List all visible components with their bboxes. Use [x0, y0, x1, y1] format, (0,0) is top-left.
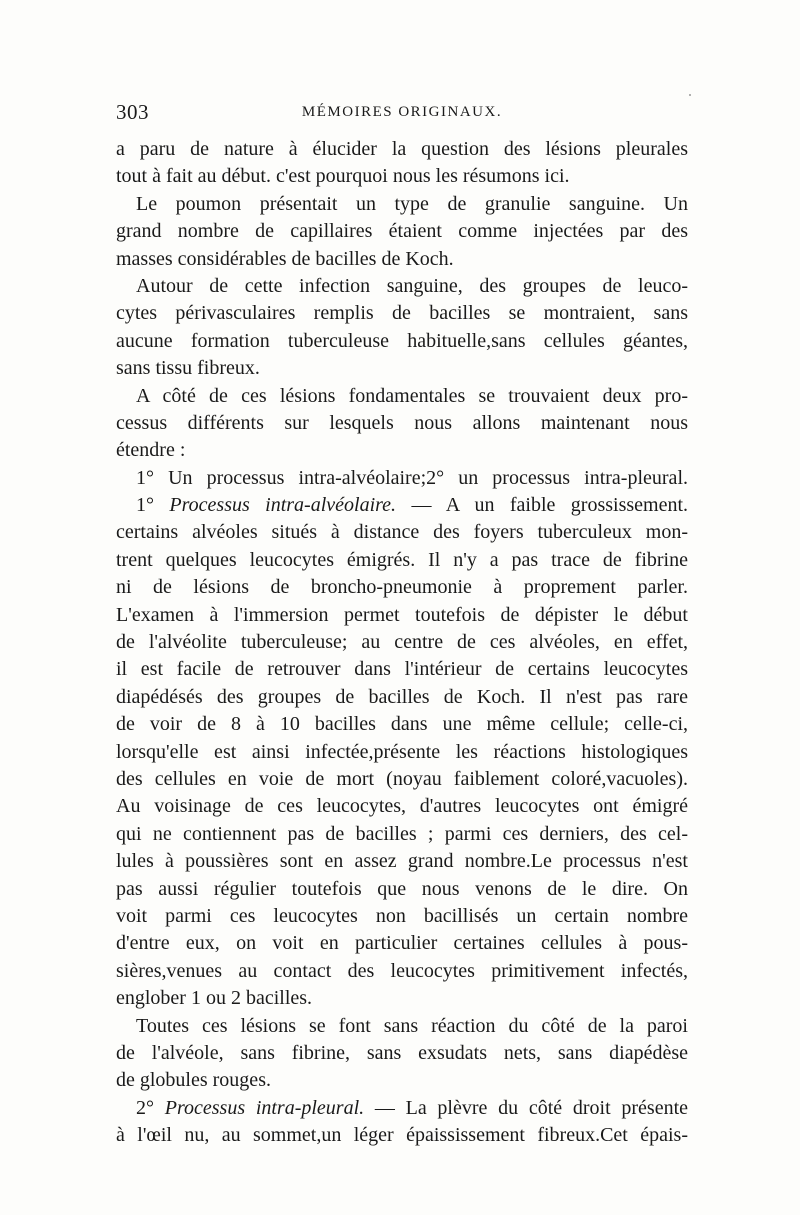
text-line: sières,venues au contact des leucocytes primitivement infectés,: [116, 959, 688, 982]
text-line: cytes périvasculaires remplis de bacilles se montraient, sans: [116, 302, 688, 325]
text-line: grand nombre de capillaires étaient comme injectées par des: [116, 220, 688, 243]
margin-speck: [689, 94, 691, 96]
section-number: 2°: [136, 1096, 165, 1119]
text-line: de globules rouges.: [116, 1069, 271, 1092]
text-line: masses considérables de bacilles de Koch.: [116, 247, 454, 270]
section-text: — La plèvre du côté droit présente: [364, 1096, 688, 1119]
text-line: sans tissu fibreux.: [116, 357, 260, 380]
section-heading-line: [116, 1095, 688, 1122]
text-line: diapédésés des groupes de bacilles de Koch. Il n'est pas rare: [116, 685, 688, 708]
text-line: 1° Un processus intra-alvéolaire;2° un processus intra-pleural.: [136, 466, 688, 489]
text-line: A côté de ces lésions fondamentales se trouvaient deux pro-: [136, 384, 688, 407]
text-line: de l'alvéolite tuberculeuse; au centre de ces alvéoles, en effet,: [116, 631, 688, 654]
text-line: certains alvéoles situés à distance des foyers tuberculeux mon-: [116, 521, 688, 544]
text-line: cessus différents sur lesquels nous allons maintenant nous: [116, 411, 688, 434]
page-header: [116, 100, 688, 130]
text-line: de voir de 8 à 10 bacilles dans une même cellule; celle-ci,: [116, 713, 688, 736]
text-line: aucune formation tuberculeuse habituelle,sans cellules géantes,: [116, 329, 688, 352]
text-line: étendre :: [116, 439, 186, 462]
page-number: 303: [116, 100, 149, 124]
text-line: Autour de cette infection sanguine, des groupes de leuco-: [136, 274, 688, 297]
text-line: L'examen à l'immersion permet toutefois de dépister le début: [116, 603, 688, 626]
text-line: qui ne contiennent pas de bacilles ; parmi ces derniers, des cel-: [116, 822, 688, 845]
text-line: lorsqu'elle est ainsi infectée,présente les réactions histologiques: [116, 740, 688, 763]
body-text: [116, 136, 688, 1149]
text-line: ni de lésions de broncho-pneumonie à proprement parler.: [116, 576, 688, 599]
text-line: Au voisinage de ces leucocytes, d'autres leucocytes ont émigré: [116, 795, 688, 818]
text-line: a paru de nature à élucider la question des lésions pleurales: [116, 138, 688, 160]
text-line: englober 1 ou 2 bacilles.: [116, 987, 313, 1010]
text-line: Toutes ces lésions se font sans réaction du côté de la paroi: [136, 1014, 688, 1037]
text-line: des cellules en voie de mort (noyau faiblement coloré,vacuoles).: [116, 767, 688, 790]
text-line: Le poumon présentait un type de granulie sanguine. Un: [136, 192, 688, 215]
running-title: MÉMOIRES ORIGINAUX.: [301, 104, 503, 120]
section-title: Processus intra-alvéolaire.: [169, 494, 397, 517]
text-line: lules à poussières sont en assez grand nombre.Le processus n'est: [116, 850, 688, 873]
text-line: voit parmi ces leucocytes non bacillisés un certain nombre: [116, 904, 688, 927]
section-text: — A un faible grossissement.: [396, 494, 688, 517]
text-line: il est facile de retrouver dans l'intérieur de certains leucocytes: [116, 658, 688, 681]
text-line: d'entre eux, on voit en particulier certaines cellules à pous-: [116, 932, 688, 955]
section-number: 1°: [136, 494, 170, 517]
text-line: à l'œil nu, au sommet,un léger épaississement fibreux.Cet épais-: [116, 1124, 688, 1147]
section-title: Processus intra-pleural.: [164, 1096, 365, 1119]
text-line: pas aussi régulier toutefois que nous venons de le dire. On: [116, 877, 688, 900]
text-line: trent quelques leucocytes émigrés. Il n'y a pas trace de fibrine: [116, 548, 688, 571]
text-line: de l'alvéole, sans fibrine, sans exsudats nets, sans diapédèse: [116, 1041, 688, 1064]
text-line: tout à fait au début. c'est pourquoi nous les résumons ici.: [116, 165, 570, 188]
section-heading-line: [116, 492, 688, 519]
